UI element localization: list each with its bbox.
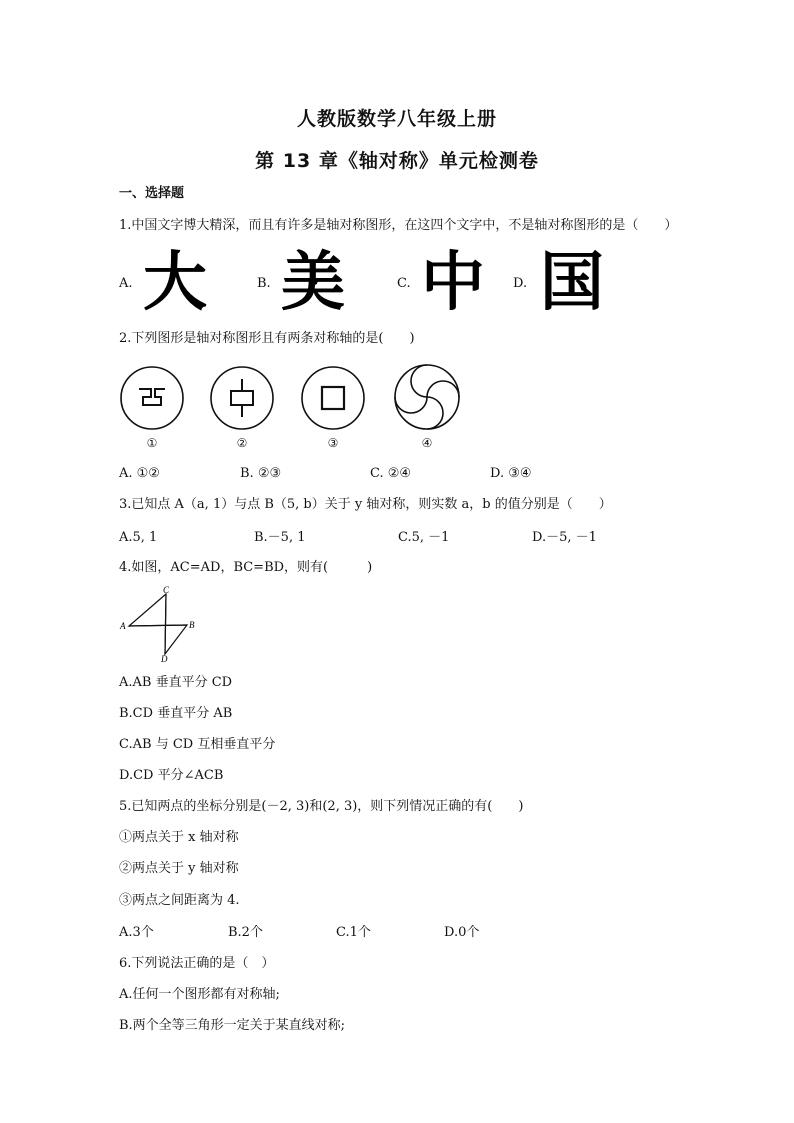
figure-2-circle-rect — [209, 365, 275, 431]
q1-option-b-char: 美 — [281, 246, 345, 320]
figure-3-circle-square — [300, 365, 366, 431]
q2-option-b: B. ②③ — [240, 466, 282, 481]
q2-option-a: A. ①② — [119, 466, 160, 481]
q5-option-a: A.3个 — [119, 925, 154, 940]
q1-option-d-char: 国 — [540, 246, 604, 320]
q4-option-b: B.CD 垂直平分 AB — [119, 706, 233, 721]
figure-2-label: ② — [236, 436, 248, 450]
document-title: 人教版数学八年级上册 — [296, 108, 497, 130]
q5-statement-2: ②两点关于 y 轴对称 — [119, 861, 239, 876]
vertex-c-label: C — [163, 585, 170, 595]
q5-option-c: C.1个 — [336, 925, 371, 940]
q5-option-d: D.0个 — [444, 925, 480, 940]
section-heading: 一、选择题 — [119, 186, 185, 201]
figure-3-label: ③ — [327, 436, 339, 450]
q3-option-d: D.－5, －1 — [532, 530, 597, 545]
figure-4-circle-swirl — [393, 363, 461, 431]
q3-option-c: C.5, －1 — [398, 530, 450, 545]
q1-option-d-label: D. — [513, 276, 528, 291]
q2-option-c: C. ②④ — [370, 466, 412, 481]
q1-option-c-char: 中 — [421, 246, 485, 320]
question-5-stem: 5.已知两点的坐标分别是(－2, 3)和(2, 3)，则下列情况正确的有( ) — [119, 799, 524, 814]
vertex-b-label: B — [189, 620, 195, 630]
q4-option-a: A.AB 垂直平分 CD — [119, 675, 233, 690]
q3-option-a: A.5, 1 — [119, 530, 158, 545]
q1-option-c-label: C. — [397, 276, 411, 291]
q3-option-b: B.－5, 1 — [254, 530, 306, 545]
vertex-d-label: D — [161, 654, 168, 664]
q6-option-b: B.两个全等三角形一定关于某直线对称; — [119, 1018, 346, 1033]
figure-4-label: ④ — [421, 436, 433, 450]
q4-figure-quadrilateral — [119, 585, 199, 664]
q4-option-d: D.CD 平分∠ACB — [119, 768, 224, 783]
q5-option-b: B.2个 — [228, 925, 263, 940]
question-4-stem: 4.如图，AC=AD，BC=BD，则有( ) — [119, 560, 373, 575]
question-3-stem: 3.已知点 A（a, 1）与点 B（5, b）关于 y 轴对称，则实数 a，b 的值分别是（ ） — [119, 497, 612, 512]
q1-option-b-label: B. — [257, 276, 271, 291]
question-2-stem: 2.下列图形是轴对称图形且有两条对称轴的是( ) — [119, 331, 415, 346]
q6-option-a: A.任何一个图形都有对称轴; — [119, 987, 280, 1002]
q5-statement-3: ③两点之间距离为 4. — [119, 893, 240, 908]
q1-option-a-label: A. — [119, 276, 133, 291]
question-1-stem: 1.中国文字博大精深，而且有许多是轴对称图形，在这四个文字中，不是轴对称图形的是（ ） — [119, 218, 678, 233]
figure-1-label: ① — [146, 436, 158, 450]
figure-1-circle-knot — [119, 365, 185, 431]
q4-option-c: C.AB 与 CD 互相垂直平分 — [119, 737, 276, 752]
question-6-stem: 6.下列说法正确的是（ ） — [119, 956, 275, 971]
q2-option-d: D. ③④ — [490, 466, 532, 481]
q1-option-a-char: 大 — [143, 246, 207, 320]
q5-statement-1: ①两点关于 x 轴对称 — [119, 830, 239, 845]
vertex-a-label: A — [120, 621, 126, 631]
document-subtitle: 第 13 章《轴对称》单元检测卷 — [255, 150, 539, 172]
